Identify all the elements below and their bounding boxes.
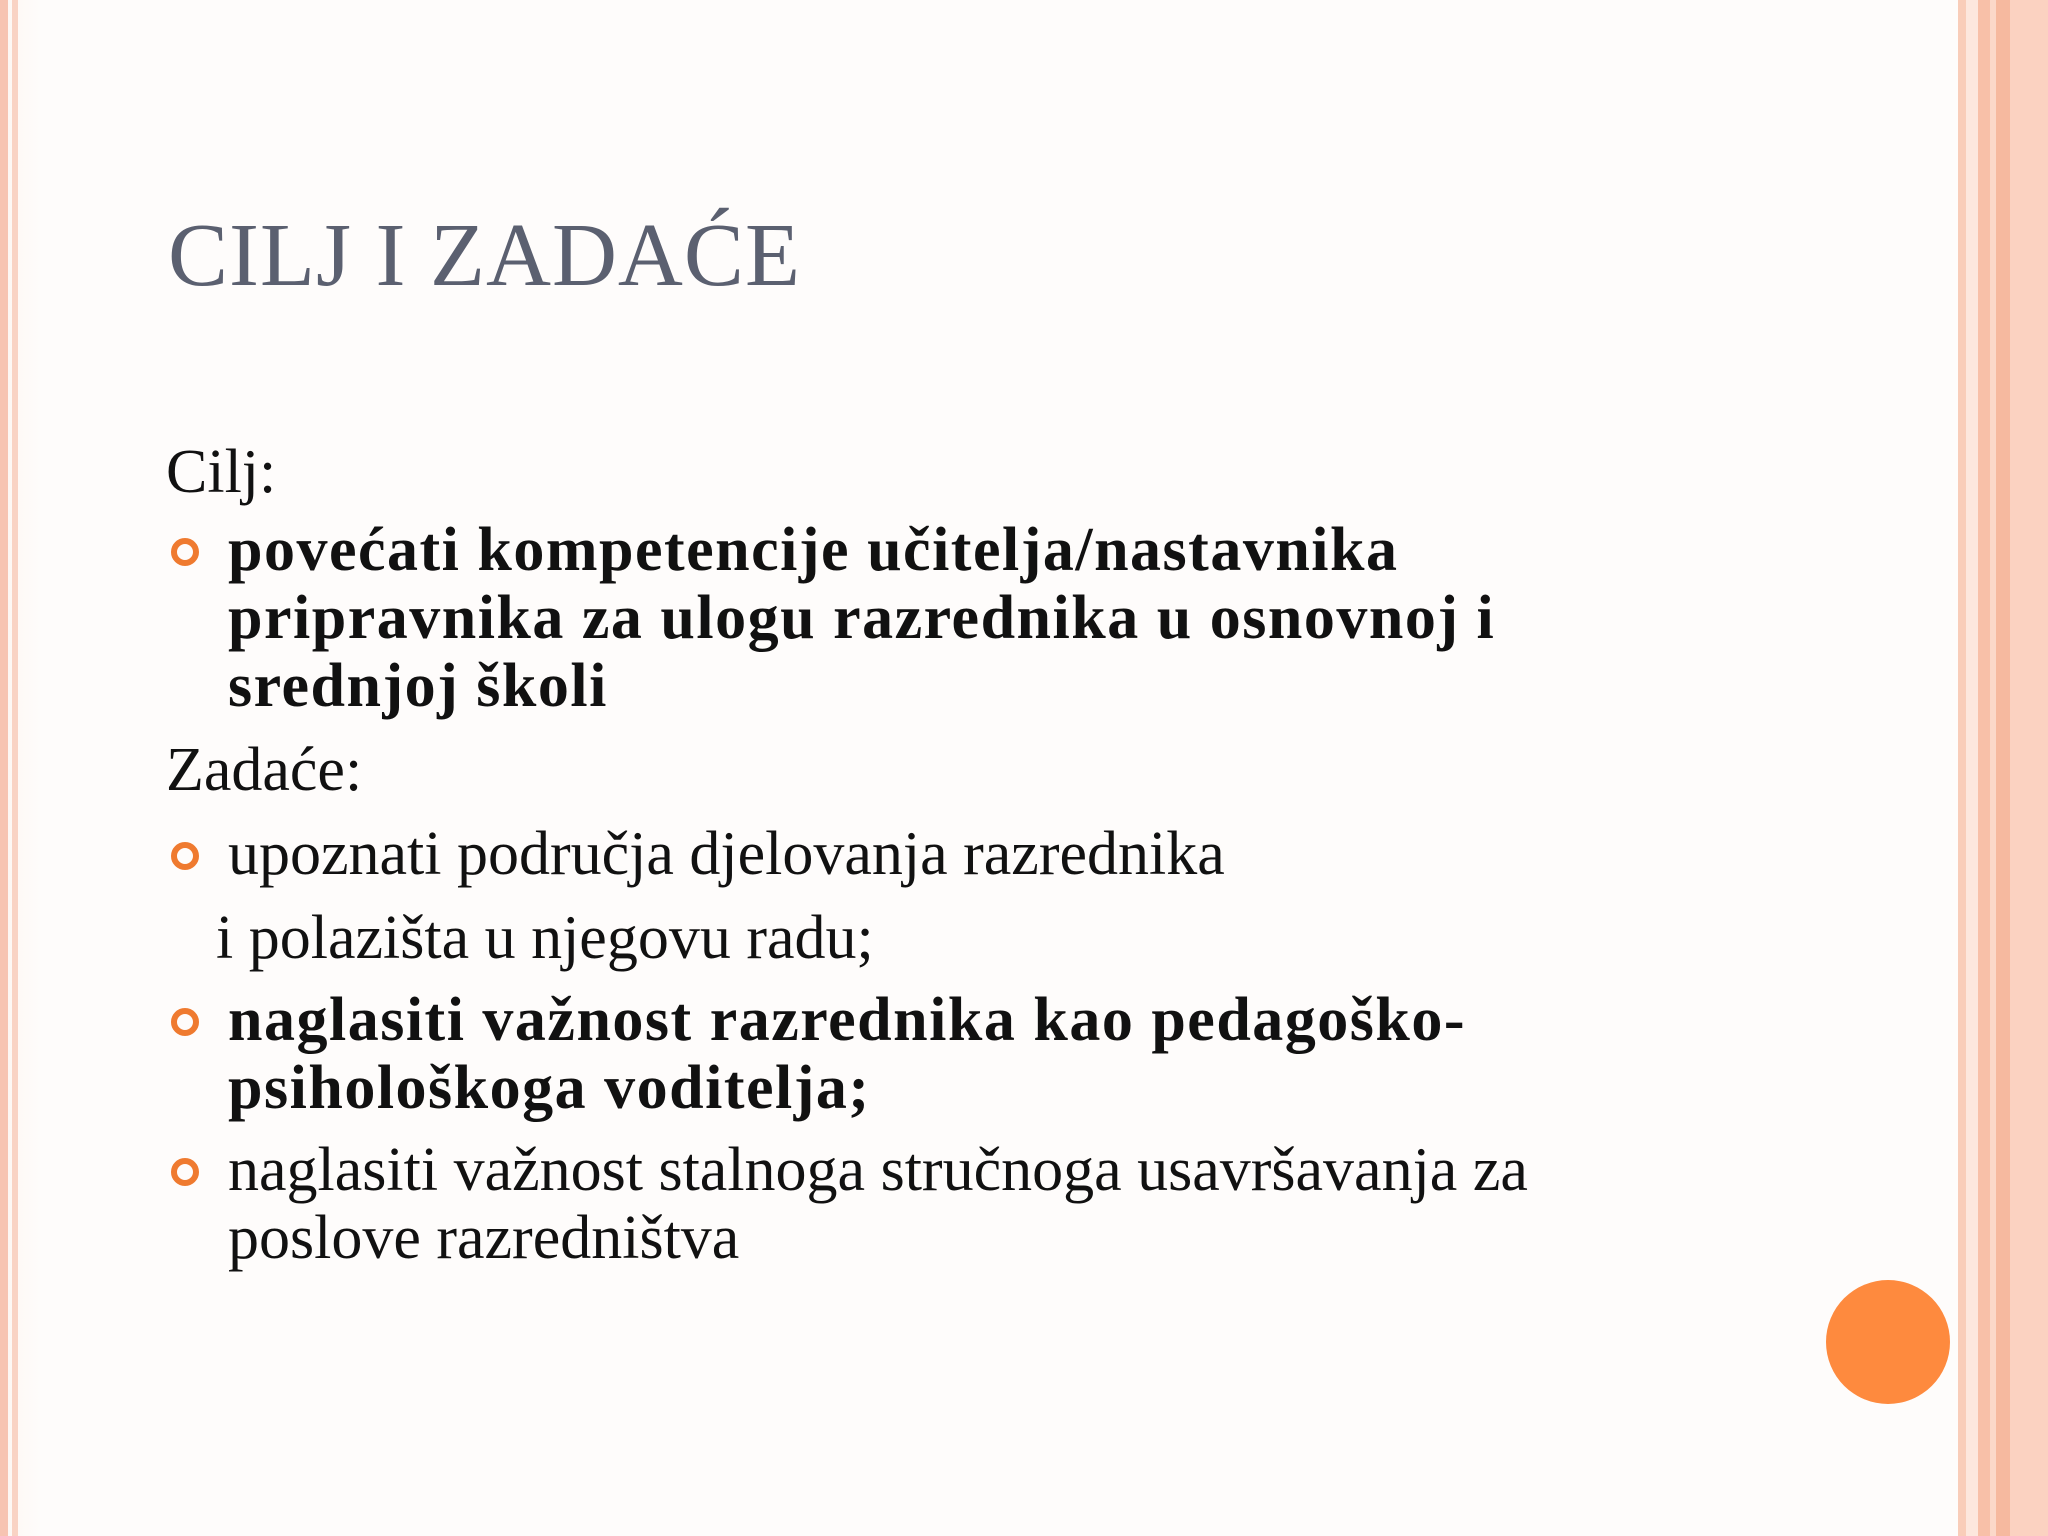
list-item — [166, 820, 1806, 888]
slide-body — [166, 438, 1806, 1272]
list-item-text: naglasiti važnost stalnoga stručnoga usavršavanja za — [228, 1136, 1528, 1204]
zadace-list — [166, 820, 1806, 1272]
cilj-heading: Cilj: — [166, 438, 277, 506]
zadace-heading: Zadaće: — [166, 736, 363, 804]
right-border-stripe — [1958, 0, 1966, 1536]
list-item-text: poslove razredništva — [228, 1204, 740, 1272]
list-item-continuation: i polazišta u njegovu radu; — [216, 904, 874, 972]
hollow-circle-bullet-icon — [171, 1008, 199, 1036]
decorative-orange-circle — [1826, 1280, 1950, 1404]
list-item-text: srednjoj školi — [228, 652, 608, 720]
right-border-stripe — [1966, 0, 1978, 1536]
left-border-stripe — [0, 0, 8, 1536]
right-border-stripe — [1996, 0, 2010, 1536]
slide-title: CILJ I ZADAĆE — [168, 206, 801, 305]
right-border-stripe — [1978, 0, 1990, 1536]
list-item — [166, 516, 1806, 720]
list-item-text: naglasiti važnost razrednika kao pedagoško- — [228, 986, 1467, 1054]
left-border-stripe — [12, 0, 18, 1536]
list-item-text: psihološkoga voditelja; — [228, 1054, 871, 1122]
hollow-circle-bullet-icon — [171, 1158, 199, 1186]
list-item — [166, 986, 1806, 1122]
list-item-text: upoznati područja djelovanja razrednika — [228, 820, 1225, 888]
list-item — [166, 1136, 1806, 1272]
hollow-circle-bullet-icon — [171, 538, 199, 566]
list-item-text: povećati kompetencije učitelja/nastavnika — [228, 516, 1399, 584]
cilj-list — [166, 516, 1806, 720]
hollow-circle-bullet-icon — [171, 842, 199, 870]
right-border-stripe — [2010, 0, 2048, 1536]
list-item-text: pripravnika za ulogu razrednika u osnovnoj i — [228, 584, 1496, 652]
